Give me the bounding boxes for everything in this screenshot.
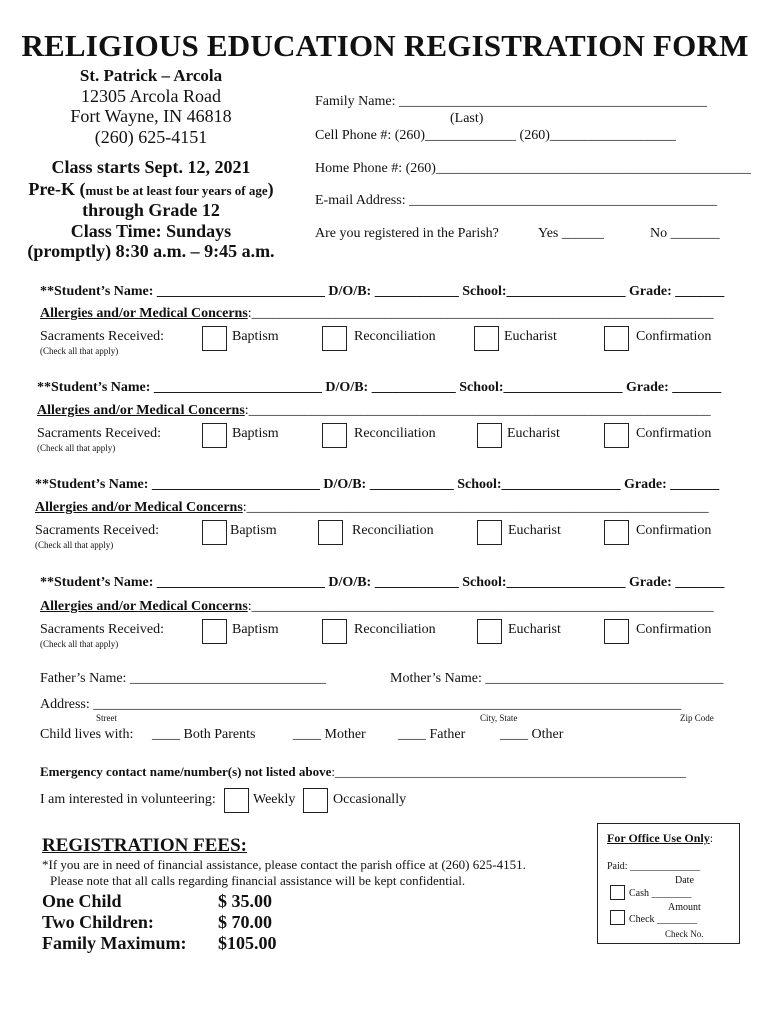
office-paid-field[interactable]: Paid: ______________ (607, 861, 701, 872)
address-field[interactable]: Address: ____________________________________________________________________________________ (40, 697, 682, 712)
confirmation-label: Confirmation (636, 426, 712, 441)
parish-phone: (260) 625-4151 (94, 127, 208, 147)
baptism-checkbox[interactable] (202, 423, 227, 448)
check-note: (Check all that apply) (35, 540, 114, 550)
confirmation-checkbox[interactable] (604, 520, 629, 545)
office-amount-label: Amount (668, 902, 701, 913)
student-name-line[interactable]: **Student’s Name: ________________________ D/O/B: ____________ School:_________________ Grade: _______ (37, 380, 722, 395)
registered-yes-field[interactable]: Yes ______ (538, 226, 604, 241)
student-name-line[interactable]: **Student’s Name: ________________________ D/O/B: ____________ School:_________________ Grade: _______ (40, 284, 725, 299)
lives-with-other-field[interactable]: ____ Other (500, 727, 564, 742)
baptism-checkbox[interactable] (202, 520, 227, 545)
confirmation-checkbox[interactable] (604, 423, 629, 448)
class-prek: Pre-K (must be at least four years of age) (28, 179, 274, 199)
volunteer-occasionally-label: Occasionally (333, 792, 407, 807)
volunteer-label: I am interested in volunteering: (40, 792, 216, 807)
registered-no-field[interactable]: No _______ (650, 226, 720, 241)
father-name-field[interactable]: Father’s Name: ____________________________ (40, 671, 326, 686)
reconciliation-label: Reconciliation (354, 329, 436, 344)
confidential-note: Please note that all calls regarding financial assistance will be kept confidential. (50, 873, 466, 888)
student-name-line[interactable]: **Student’s Name: ________________________ D/O/B: ____________ School:_________________ Grade: _______ (35, 477, 720, 492)
reconciliation-label: Reconciliation (354, 622, 436, 637)
lives-with-father-field[interactable]: ____ Father (398, 727, 466, 742)
form-title: RELIGIOUS EDUCATION REGISTRATION FORM (21, 28, 749, 63)
email-field[interactable]: E-mail Address: ____________________________________________ (315, 193, 718, 208)
baptism-label: Baptism (230, 523, 277, 538)
sacraments-label: Sacraments Received: (40, 329, 165, 344)
fee-amount: $105.00 (218, 933, 277, 953)
office-check-field[interactable]: Check ________ (629, 914, 698, 925)
reconciliation-checkbox[interactable] (322, 326, 347, 351)
address-street-label: Street (96, 713, 117, 723)
eucharist-checkbox[interactable] (477, 423, 502, 448)
baptism-checkbox[interactable] (202, 619, 227, 644)
fee-label: One Child (42, 891, 122, 911)
sacraments-label: Sacraments Received: (37, 426, 162, 441)
cell-phone-field[interactable]: Cell Phone #: (260)_____________ (260)__________________ (315, 128, 676, 143)
eucharist-checkbox[interactable] (477, 520, 502, 545)
fee-label: Family Maximum: (42, 933, 187, 953)
reconciliation-checkbox[interactable] (318, 520, 343, 545)
lives-with-both-field[interactable]: ____ Both Parents (152, 727, 256, 742)
check-note: (Check all that apply) (40, 346, 119, 356)
allergies-field[interactable]: Allergies and/or Medical Concerns:__________________________________________________________________ (35, 500, 709, 515)
fees-heading: REGISTRATION FEES: (42, 835, 248, 856)
baptism-label: Baptism (232, 622, 279, 637)
check-note: (Check all that apply) (40, 639, 119, 649)
eucharist-checkbox[interactable] (474, 326, 499, 351)
office-cash-field[interactable]: Cash ________ (629, 888, 692, 899)
check-note: (Check all that apply) (37, 443, 116, 453)
confirmation-checkbox[interactable] (604, 326, 629, 351)
confirmation-label: Confirmation (636, 523, 712, 538)
reconciliation-checkbox[interactable] (322, 619, 347, 644)
baptism-label: Baptism (232, 329, 279, 344)
family-name-field[interactable]: Family Name: ____________________________________________ (315, 94, 707, 109)
allergies-field[interactable]: Allergies and/or Medical Concerns:__________________________________________________________________ (40, 306, 714, 321)
class-start: Class starts Sept. 12, 2021 (51, 157, 251, 177)
allergies-field[interactable]: Allergies and/or Medical Concerns:__________________________________________________________________ (40, 599, 714, 614)
parish-address: 12305 Arcola Road (81, 86, 221, 106)
parish-registered-label: Are you registered in the Parish? (315, 226, 499, 241)
last-name-label: (Last) (450, 111, 484, 126)
allergies-field[interactable]: Allergies and/or Medical Concerns:__________________________________________________________________ (37, 403, 711, 418)
financial-assistance-note: *If you are in need of financial assistance, please contact the parish office at (260) 625-4151. (42, 857, 526, 872)
lives-with-mother-field[interactable]: ____ Mother (293, 727, 366, 742)
confirmation-label: Confirmation (636, 622, 712, 637)
sacraments-label: Sacraments Received: (40, 622, 165, 637)
class-hours: (promptly) 8:30 a.m. – 9:45 a.m. (27, 241, 275, 261)
reconciliation-checkbox[interactable] (322, 423, 347, 448)
address-zip-label: Zip Code (680, 713, 714, 723)
class-time: Class Time: Sundays (70, 221, 232, 241)
reconciliation-label: Reconciliation (352, 523, 434, 538)
home-phone-field[interactable]: Home Phone #: (260)_____________________________________________ (315, 161, 751, 176)
mother-name-field[interactable]: Mother’s Name: __________________________________ (390, 671, 724, 686)
office-cash-checkbox[interactable] (610, 885, 625, 900)
office-date-label: Date (675, 875, 694, 886)
fee-amount: $ 35.00 (218, 891, 272, 911)
sacraments-label: Sacraments Received: (35, 523, 160, 538)
fee-label: Two Children: (42, 912, 154, 932)
class-through: through Grade 12 (82, 200, 220, 220)
parish-city: Fort Wayne, IN 46818 (70, 106, 232, 126)
volunteer-weekly-label: Weekly (253, 792, 296, 807)
eucharist-label: Eucharist (504, 329, 557, 344)
office-check-checkbox[interactable] (610, 910, 625, 925)
fee-amount: $ 70.00 (218, 912, 272, 932)
confirmation-label: Confirmation (636, 329, 712, 344)
reconciliation-label: Reconciliation (354, 426, 436, 441)
office-use-heading: For Office Use Only: (607, 831, 714, 845)
parish-name: St. Patrick – Arcola (79, 66, 223, 85)
eucharist-label: Eucharist (508, 622, 561, 637)
office-check-no-label: Check No. (665, 929, 704, 939)
eucharist-label: Eucharist (507, 426, 560, 441)
confirmation-checkbox[interactable] (604, 619, 629, 644)
student-name-line[interactable]: **Student’s Name: ________________________ D/O/B: ____________ School:_________________ Grade: _______ (40, 575, 725, 590)
prek-age-note: must be at least four years of age (85, 183, 268, 198)
baptism-checkbox[interactable] (202, 326, 227, 351)
baptism-label: Baptism (232, 426, 279, 441)
address-city-label: City, State (480, 713, 518, 723)
volunteer-occasionally-checkbox[interactable] (303, 788, 328, 813)
emergency-contact-field[interactable]: Emergency contact name/number(s) not listed above:______________________________________________________ (40, 764, 687, 779)
volunteer-weekly-checkbox[interactable] (224, 788, 249, 813)
eucharist-checkbox[interactable] (477, 619, 502, 644)
eucharist-label: Eucharist (508, 523, 561, 538)
lives-with-label: Child lives with: (40, 727, 134, 742)
